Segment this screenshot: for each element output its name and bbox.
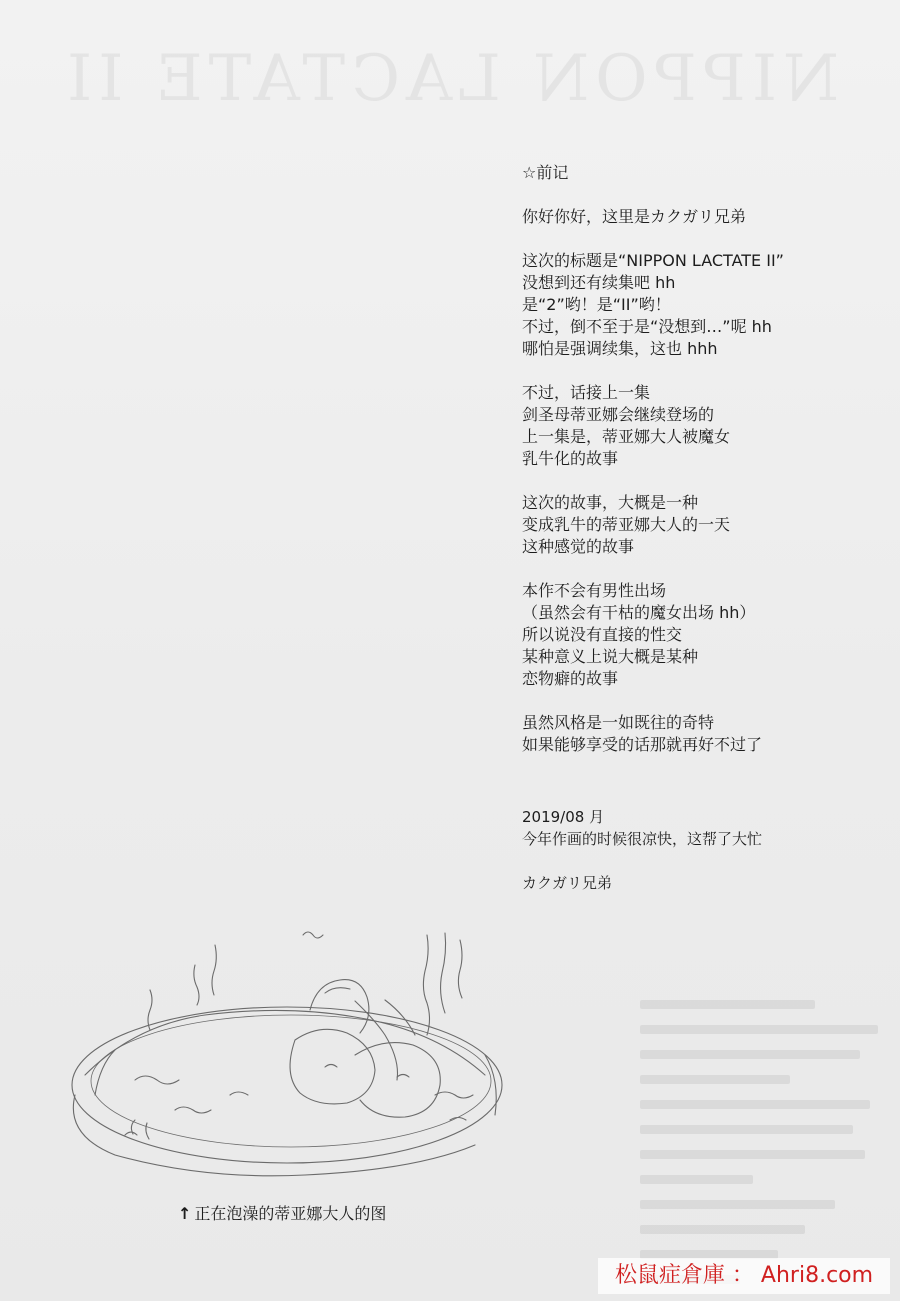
sketch-caption [178,1203,386,1225]
text-line: 如果能够享受的话那就再好不过了 [522,735,763,754]
paragraph-5 [522,580,882,690]
text-line: （虽然会有干枯的魔女出场 hh） [522,603,756,622]
paragraph-1 [522,206,882,228]
text-line: 哪怕是强调续集，这也 hhh [522,339,718,358]
afterword-text [522,162,882,756]
paragraph-3 [522,382,882,470]
text-line: 不过，话接上一集 [522,383,651,402]
text-line: 上一集是，蒂亚娜大人被魔女 [522,427,731,446]
signature: カクガリ兄弟 [522,874,613,892]
text-line: 这种感觉的故事 [522,537,635,556]
text-line: 剑圣母蒂亚娜会继续登场的 [522,405,715,424]
text-line: 乳牛化的故事 [522,449,619,468]
afterword-heading: ☆前记 [522,163,569,182]
note-line: 今年作画的时候很凉快，这帮了大忙 [522,830,763,848]
bleed-through-title: NIPPON LACTATE II [60,42,840,116]
text-line: 是“2”哟！是“II”哟！ [522,295,671,314]
text-line: 本作不会有男性出场 [522,581,667,600]
paragraph-4 [522,492,882,558]
text-line: 某种意义上说大概是某种 [522,647,699,666]
text-line: 没想到还有续集吧 hh [522,273,676,292]
text-line: 恋物癖的故事 [522,669,619,688]
afterword-footer [522,806,882,894]
text-line: 你好你好，这里是カクガリ兄弟 [522,207,747,226]
text-line: 变成乳牛的蒂亚娜大人的一天 [522,515,731,534]
paragraph-6 [522,712,882,756]
bath-sketch-illustration [55,905,515,1185]
up-arrow-icon: ↑ [178,1204,192,1223]
date-line: 2019/08 月 [522,808,605,826]
paragraph-2 [522,250,882,360]
text-line: 这次的故事，大概是一种 [522,493,699,512]
site-watermark: 松鼠症倉庫 ： Ahri8.com [598,1258,890,1294]
text-line: 虽然风格是一如既往的奇特 [522,713,715,732]
text-line: 这次的标题是“NIPPON LACTATE II” [522,251,784,270]
bleed-through-text [640,1000,890,1290]
text-line: 所以说没有直接的性交 [522,625,683,644]
text-line: 不过，倒不至于是“没想到…”呢 hh [522,317,772,336]
caption-text: 正在泡澡的蒂亚娜大人的图 [194,1204,387,1223]
